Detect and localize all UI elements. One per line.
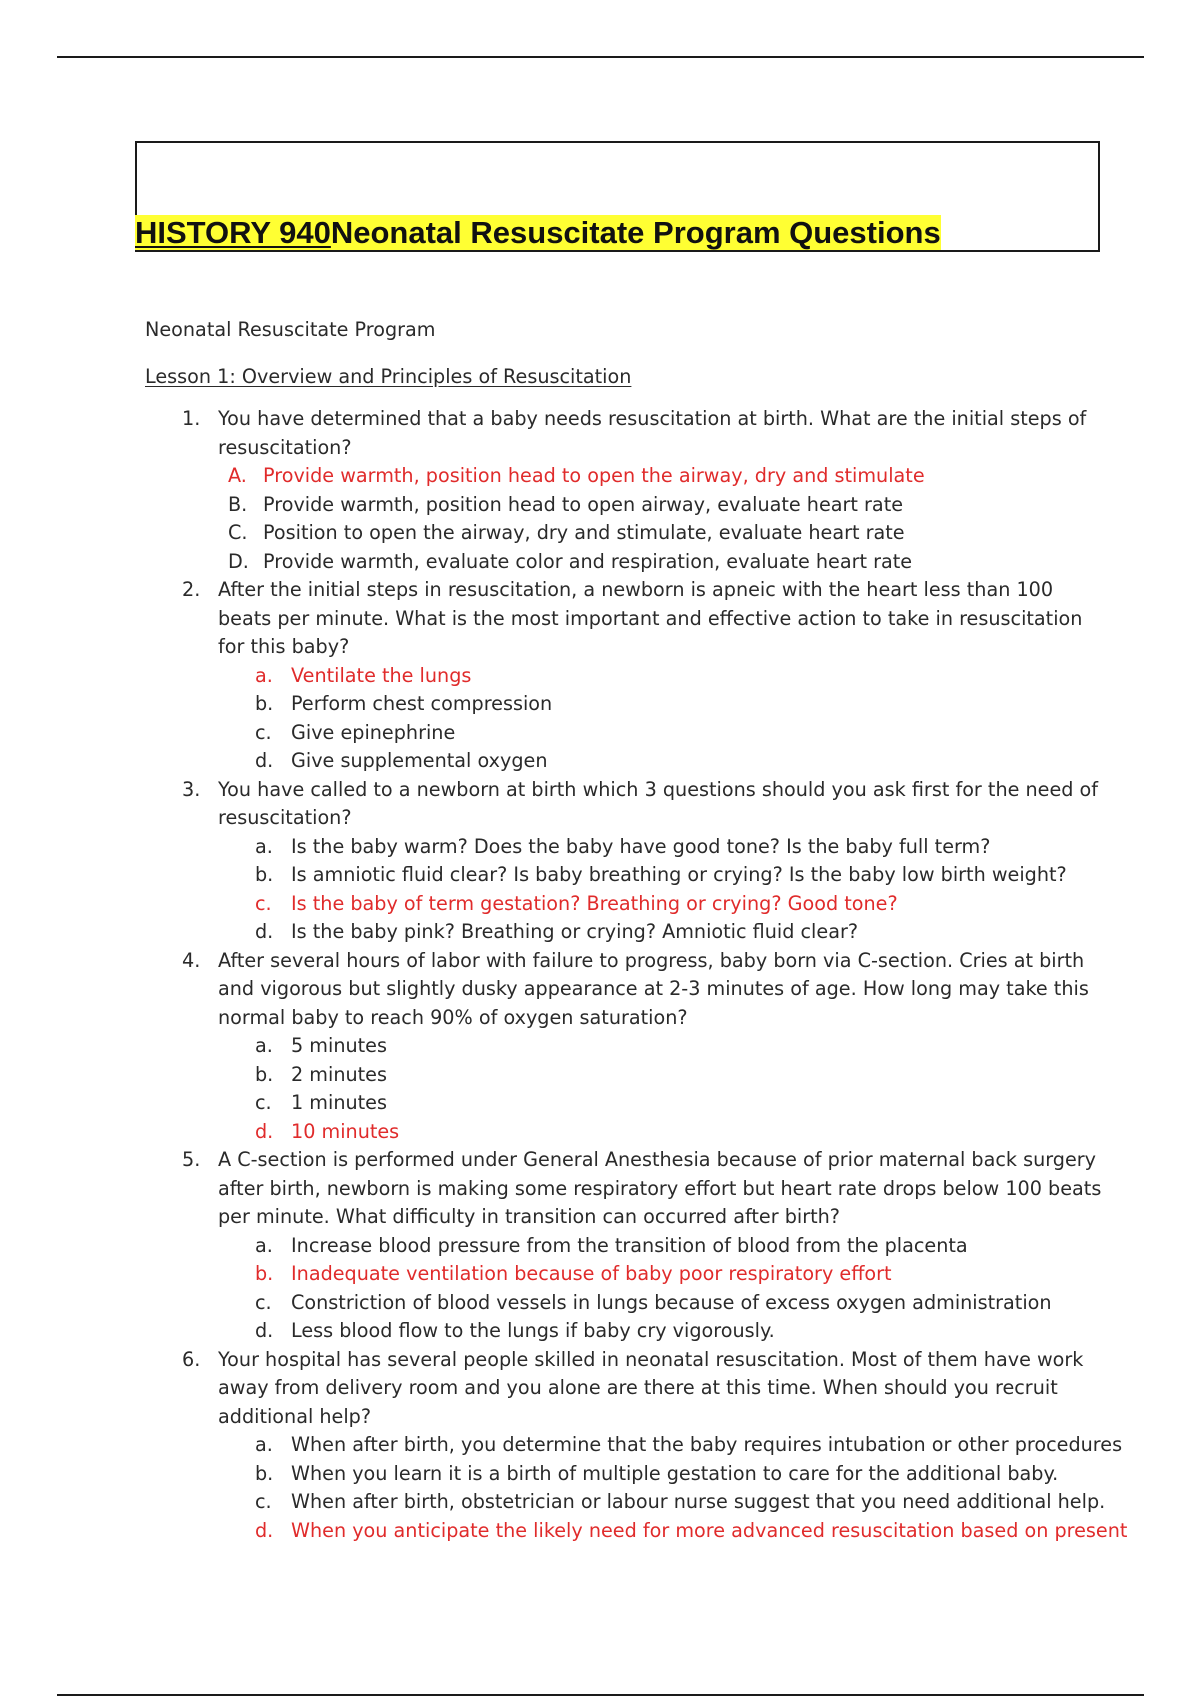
correct-answer-option bbox=[218, 662, 1105, 691]
option-letter: d. bbox=[255, 1319, 274, 1342]
question-number: 4. bbox=[182, 948, 201, 972]
option-letter: b. bbox=[255, 1461, 274, 1485]
bottom-rule bbox=[57, 1694, 1144, 1696]
option-letter: c. bbox=[255, 1490, 272, 1513]
option-letter: C. bbox=[228, 521, 248, 544]
question-text: A C-section is performed under General Anesthesia because of prior maternal back surgery after birth, newborn is making some respiratory effort but heart rate drops below 100 beats per minute. What difficulty in transition can occurred after birth? bbox=[218, 1148, 1102, 1228]
option-letter: b. bbox=[255, 692, 274, 715]
question-item bbox=[145, 1146, 1105, 1346]
option-text: 5 minutes bbox=[291, 1034, 387, 1057]
answer-option bbox=[218, 690, 1105, 719]
option-text: 10 minutes bbox=[291, 1119, 400, 1143]
option-text: 1 minutes bbox=[291, 1091, 387, 1114]
option-list bbox=[218, 662, 1105, 776]
answer-option bbox=[218, 1089, 1105, 1118]
answer-option bbox=[218, 519, 1105, 548]
option-letter: b. bbox=[255, 1062, 274, 1086]
question-item bbox=[145, 576, 1105, 776]
option-text: When after birth, you determine that the baby requires intubation or other procedures bbox=[291, 1433, 1123, 1456]
answer-option bbox=[218, 1488, 1105, 1517]
option-text: Inadequate ventilation because of baby poor respiratory effort bbox=[291, 1262, 892, 1285]
correct-answer-option bbox=[218, 462, 1105, 491]
option-text: Provide warmth, position head to open the airway, dry and stimulate bbox=[263, 464, 925, 487]
option-text: Is the baby of term gestation? Breathing or crying? Good tone? bbox=[291, 891, 898, 915]
option-letter: d. bbox=[255, 749, 274, 772]
option-list bbox=[218, 833, 1105, 947]
answer-option bbox=[218, 548, 1105, 577]
question-number: 2. bbox=[182, 578, 201, 601]
answer-option bbox=[218, 491, 1105, 520]
question-text: After several hours of labor with failure to progress, baby born via C-section. Cries at birth and vigorous but slightly dusky appearance at 2-3 minutes of age. How long may take this normal baby to reach 90% of oxygen saturation? bbox=[218, 948, 1089, 1029]
option-letter: a. bbox=[255, 834, 273, 858]
option-list bbox=[218, 1232, 1105, 1346]
option-text: Increase blood pressure from the transition of blood from the placenta bbox=[291, 1233, 968, 1257]
option-text: Perform chest compression bbox=[291, 692, 553, 715]
question-text: You have called to a newborn at birth which 3 questions should you ask first for the need of resuscitation? bbox=[218, 777, 1099, 829]
question-item bbox=[145, 1346, 1128, 1546]
option-text: Provide warmth, evaluate color and respiration, evaluate heart rate bbox=[263, 549, 913, 573]
option-letter: B. bbox=[228, 492, 248, 516]
answer-option bbox=[218, 918, 1105, 947]
answer-option bbox=[218, 833, 1105, 862]
option-letter: b. bbox=[255, 1262, 274, 1285]
option-letter: a. bbox=[255, 1034, 273, 1057]
option-text: Is the baby pink? Breathing or crying? Amniotic fluid clear? bbox=[291, 920, 859, 943]
answer-option bbox=[218, 747, 1105, 776]
option-list bbox=[218, 462, 1105, 576]
question-number: 3. bbox=[182, 777, 201, 801]
option-text: Is the baby warm? Does the baby have good tone? Is the baby full term? bbox=[291, 834, 991, 858]
option-text: When after birth, obstetrician or labour nurse suggest that you need additional help. bbox=[291, 1490, 1106, 1513]
option-list bbox=[218, 1032, 1105, 1146]
option-text: 2 minutes bbox=[291, 1062, 387, 1086]
option-text: Is amniotic fluid clear? Is baby breathing or crying? Is the baby low birth weight? bbox=[291, 863, 1067, 886]
option-letter: d. bbox=[255, 1119, 274, 1143]
question-number: 5. bbox=[182, 1148, 201, 1171]
answer-option bbox=[218, 719, 1105, 748]
question-text: After the initial steps in resuscitation, a newborn is apneic with the heart less than 100 beats per minute. What is the most important and effective action to take in resuscitation for this baby? bbox=[218, 578, 1083, 658]
question-text: Your hospital has several people skilled in neonatal resuscitation. Most of them have work away from delivery room and you alone are there at this time. When should you recruit additional help? bbox=[218, 1347, 1084, 1428]
option-text: Less blood flow to the lungs if baby cry vigorously. bbox=[291, 1319, 775, 1342]
option-letter: c. bbox=[255, 891, 272, 915]
question-list bbox=[145, 405, 1128, 1545]
document-title bbox=[135, 213, 941, 253]
option-letter: d. bbox=[255, 1518, 274, 1542]
option-letter: a. bbox=[255, 1233, 273, 1257]
answer-option bbox=[218, 1032, 1105, 1061]
option-text: Provide warmth, position head to open airway, evaluate heart rate bbox=[263, 492, 904, 516]
answer-option bbox=[218, 1317, 1105, 1346]
option-text: When you learn it is a birth of multiple gestation to care for the additional baby. bbox=[291, 1461, 1059, 1485]
answer-option bbox=[218, 861, 1105, 890]
document-body bbox=[145, 316, 1128, 1545]
option-text: Give supplemental oxygen bbox=[291, 749, 548, 772]
option-letter: c. bbox=[255, 720, 272, 744]
question-item bbox=[145, 776, 1105, 947]
question-number: 1. bbox=[182, 407, 201, 430]
option-text: Give epinephrine bbox=[291, 720, 456, 744]
option-letter: a. bbox=[255, 663, 273, 687]
correct-answer-option bbox=[218, 890, 1105, 919]
option-text: Constriction of blood vessels in lungs because of excess oxygen administration bbox=[291, 1290, 1052, 1314]
correct-answer-option bbox=[218, 1260, 1105, 1289]
option-letter: c. bbox=[255, 1290, 272, 1314]
option-letter: b. bbox=[255, 863, 274, 886]
answer-option bbox=[218, 1460, 1105, 1489]
question-text: You have determined that a baby needs resuscitation at birth. What are the initial steps of resuscitation? bbox=[218, 407, 1087, 459]
option-text: Position to open the airway, dry and stimulate, evaluate heart rate bbox=[263, 521, 905, 544]
answer-option bbox=[218, 1232, 1105, 1261]
option-list bbox=[218, 1431, 1128, 1545]
top-rule bbox=[57, 56, 1144, 58]
option-letter: a. bbox=[255, 1433, 273, 1456]
document-subtitle: Neonatal Resuscitate Program bbox=[145, 318, 436, 341]
option-letter: A. bbox=[228, 464, 247, 487]
option-letter: d. bbox=[255, 920, 274, 943]
correct-answer-option bbox=[218, 1517, 1128, 1546]
answer-option bbox=[218, 1431, 1123, 1460]
title-main: Neonatal Resuscitate Program Questions bbox=[330, 215, 941, 250]
option-text: When you anticipate the likely need for more advanced resuscitation based on present bbox=[291, 1518, 1128, 1542]
option-letter: c. bbox=[255, 1091, 272, 1114]
option-letter: D. bbox=[228, 549, 249, 573]
course-code: HISTORY 940 bbox=[135, 215, 331, 250]
lesson-heading: Lesson 1: Overview and Principles of Resuscitation bbox=[145, 364, 632, 388]
question-number: 6. bbox=[182, 1347, 201, 1371]
answer-option bbox=[218, 1061, 1105, 1090]
correct-answer-option bbox=[218, 1118, 1105, 1147]
option-text: Ventilate the lungs bbox=[291, 663, 472, 687]
answer-option bbox=[218, 1289, 1105, 1318]
question-item bbox=[145, 947, 1105, 1147]
question-item bbox=[145, 405, 1105, 576]
